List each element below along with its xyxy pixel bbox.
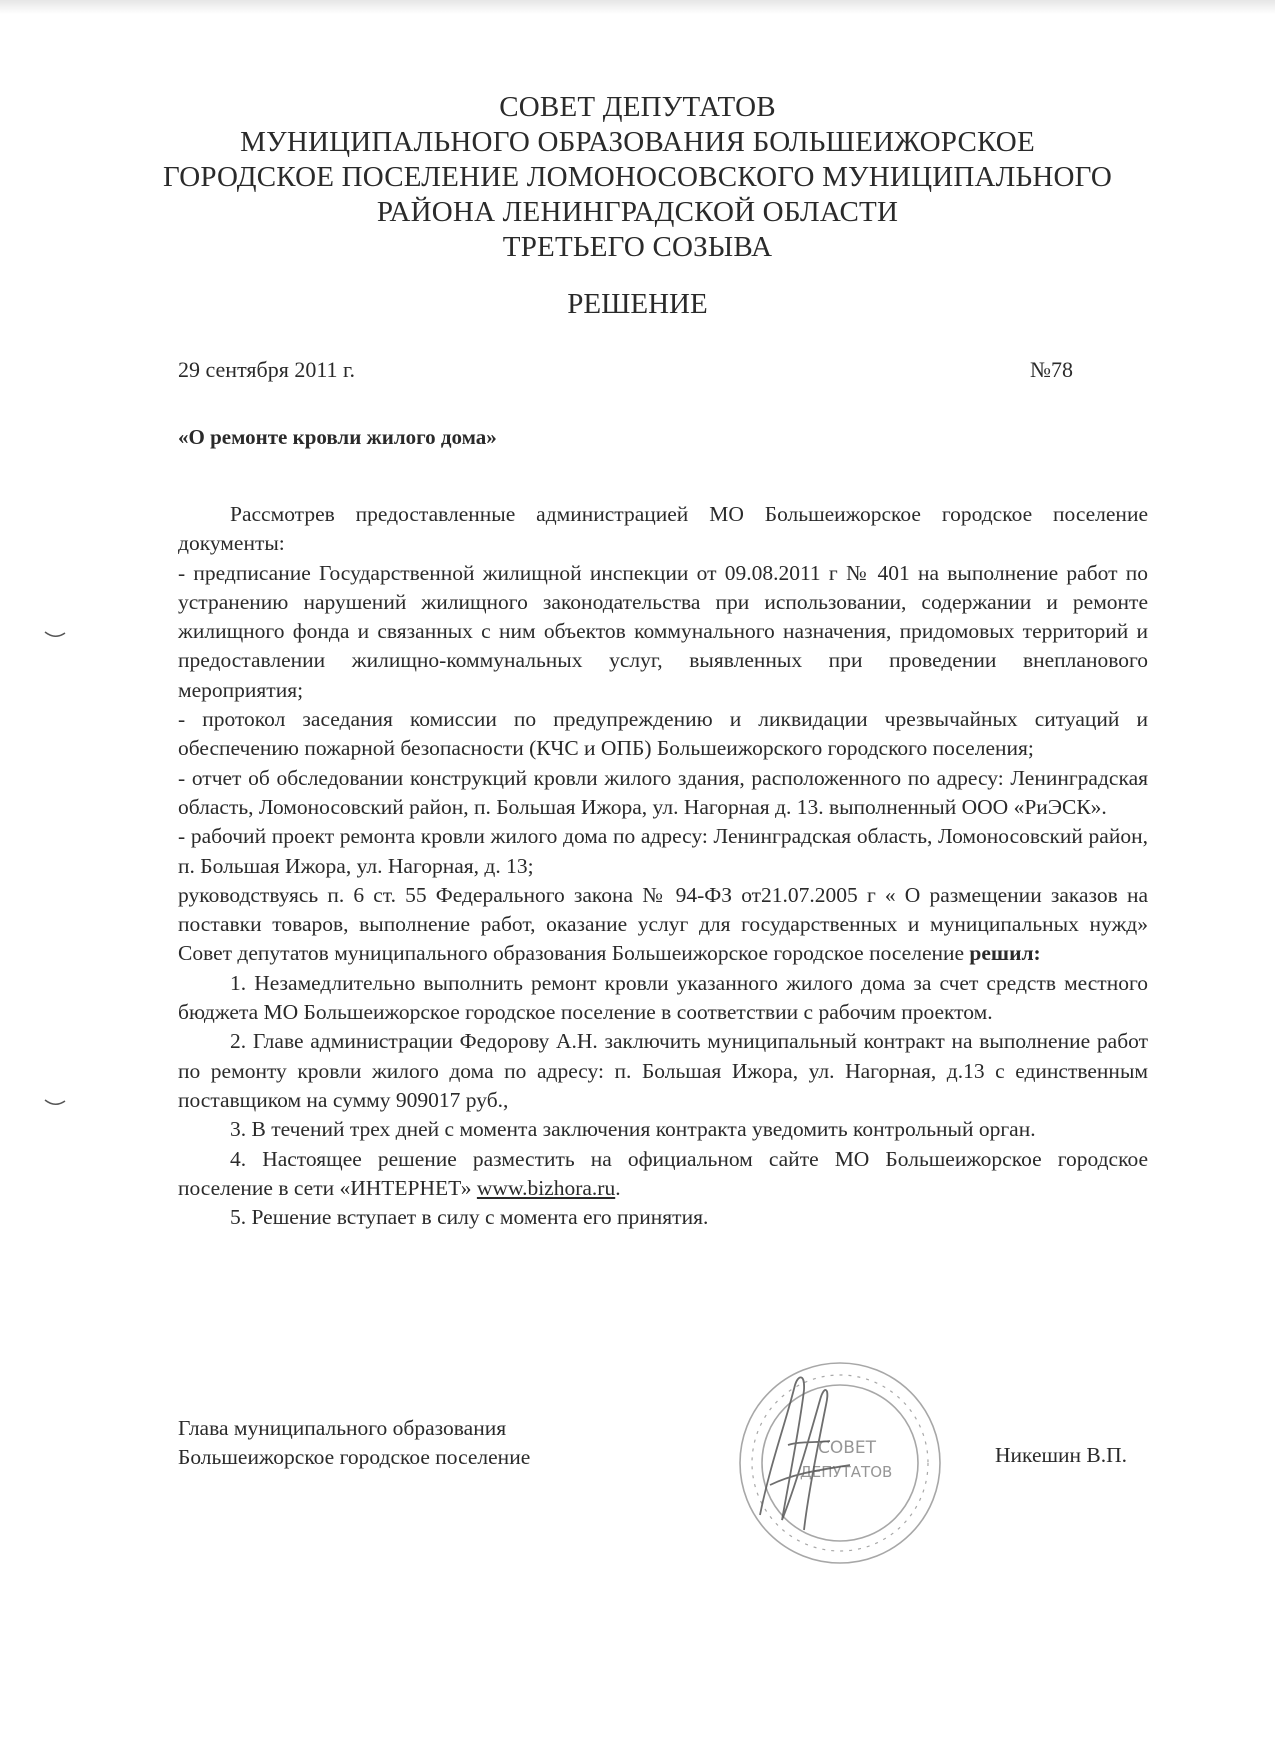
document-subject: «О ремонте кровли жилого дома» bbox=[178, 425, 497, 449]
item-4-suffix: . bbox=[615, 1175, 621, 1200]
header-line-2: МУНИЦИПАЛЬНОГО ОБРАЗОВАНИЯ БОЛЬШЕИЖОРСКОЕ bbox=[240, 126, 1035, 158]
decision-item-5: 5. Решение вступает в силу с момента его принятия. bbox=[230, 1205, 709, 1230]
website-link[interactable]: www.bizhora.ru bbox=[476, 1175, 616, 1200]
intro-paragraph: Рассмотрев предоставленные администрацией МО Большеижорское городское поселение документы: bbox=[178, 502, 1148, 556]
document-body bbox=[178, 500, 1148, 1232]
decision-item-2: 2. Главе администрации Федорову А.Н. заключить муниципальный контракт на выполнение работ по ремонту кровли жилого дома по адресу: п. Большая Ижора, ул. Нагорная, д.13 с единственным поставщиком на сумму 909017 руб., bbox=[178, 1029, 1148, 1112]
legal-basis-text: руководствуясь п. 6 ст. 55 Федерального закона № 94-ФЗ от21.07.2005 г « О размещении заказов на поставки товаров, выполнение работ, оказание услуг для государственных и муниципальных нужд» Совет депутатов муниципального образования Большеижорское городское поселение bbox=[178, 882, 1148, 966]
document-type: РЕШЕНИЕ bbox=[567, 288, 708, 320]
considered-document-1: - предписание Государственной жилищной инспекции от 09.08.2011 г № 401 на выполнение работ по устранению нарушений жилищного законодательства при использовании, содержании и ремонте жилищного фонда и связанных с ним объектов коммунального назначения, придомовых территорий и предоставлении жилищно-коммунальных услуг, выявленных при проведении внепланового мероприятия; bbox=[178, 560, 1148, 702]
signatory-title-line-2: Большеижорское городское поселение bbox=[178, 1445, 531, 1469]
header-line-4: РАЙОНА ЛЕНИНГРАДСКОЙ ОБЛАСТИ bbox=[376, 196, 899, 228]
decision-item-4 bbox=[178, 1145, 1148, 1204]
document-date: 29 сентября 2011 г. bbox=[178, 357, 356, 382]
considered-document-4: - рабочий проект ремонта кровли жилого дома по адресу: Ленинградская область, Ломоносовский район, п. Большая Ижора, ул. Нагорная, д. 13; bbox=[178, 824, 1148, 878]
header-line-1: СОВЕТ ДЕПУТАТОВ bbox=[499, 91, 776, 123]
document-header bbox=[0, 90, 1275, 265]
scan-edge-shadow bbox=[0, 0, 1275, 14]
header-line-3: ГОРОДСКОЕ ПОСЕЛЕНИЕ ЛОМОНОСОВСКОГО МУНИЦИПАЛЬНОГО bbox=[162, 161, 1113, 193]
legal-basis-paragraph bbox=[178, 881, 1148, 969]
official-stamp bbox=[700, 1345, 960, 1585]
signatory-title-line-1: Глава муниципального образования bbox=[178, 1416, 507, 1440]
signatory-title bbox=[178, 1414, 530, 1472]
signatory-name: Никешин В.П. bbox=[995, 1443, 1128, 1467]
decision-item-3: 3. В течений трех дней с момента заключения контракта уведомить контрольный орган. bbox=[230, 1117, 1036, 1142]
considered-document-3: - отчет об обследовании конструкций кровли жилого здания, расположенного по адресу: Ленинградская область, Ломоносовский район, п. Большая Ижора, ул. Нагорная д. 13. выполненный ООО «РиЭСК». bbox=[178, 765, 1148, 819]
item-4-text: 4. Настоящее решение разместить на официальном сайте МО Большеижорское городское поселение в сети «ИНТЕРНЕТ» bbox=[178, 1146, 1148, 1200]
document-number: №78 bbox=[1030, 357, 1073, 382]
header-line-5: ТРЕТЬЕГО СОЗЫВА bbox=[502, 231, 773, 263]
decision-item-1: 1. Незамедлительно выполнить ремонт кровли указанного жилого дома за счет средств местного бюджета МО Большеижорское городское поселение в соответствии с рабочим проектом. bbox=[178, 970, 1148, 1025]
stamp-center-text-2: ДЕПУТАТОВ bbox=[800, 1463, 893, 1481]
margin-punch-mark-1 bbox=[44, 630, 66, 640]
considered-document-2: - протокол заседания комиссии по предупреждению и ликвидации чрезвычайных ситуаций и обеспечению пожарной безопасности (КЧС и ОПБ) Большеижорского городского поселения; bbox=[178, 707, 1148, 761]
decided-keyword: решил: bbox=[969, 941, 1041, 966]
stamp-center-text-1: СОВЕТ bbox=[818, 1438, 877, 1458]
margin-punch-mark-2 bbox=[44, 1098, 66, 1108]
